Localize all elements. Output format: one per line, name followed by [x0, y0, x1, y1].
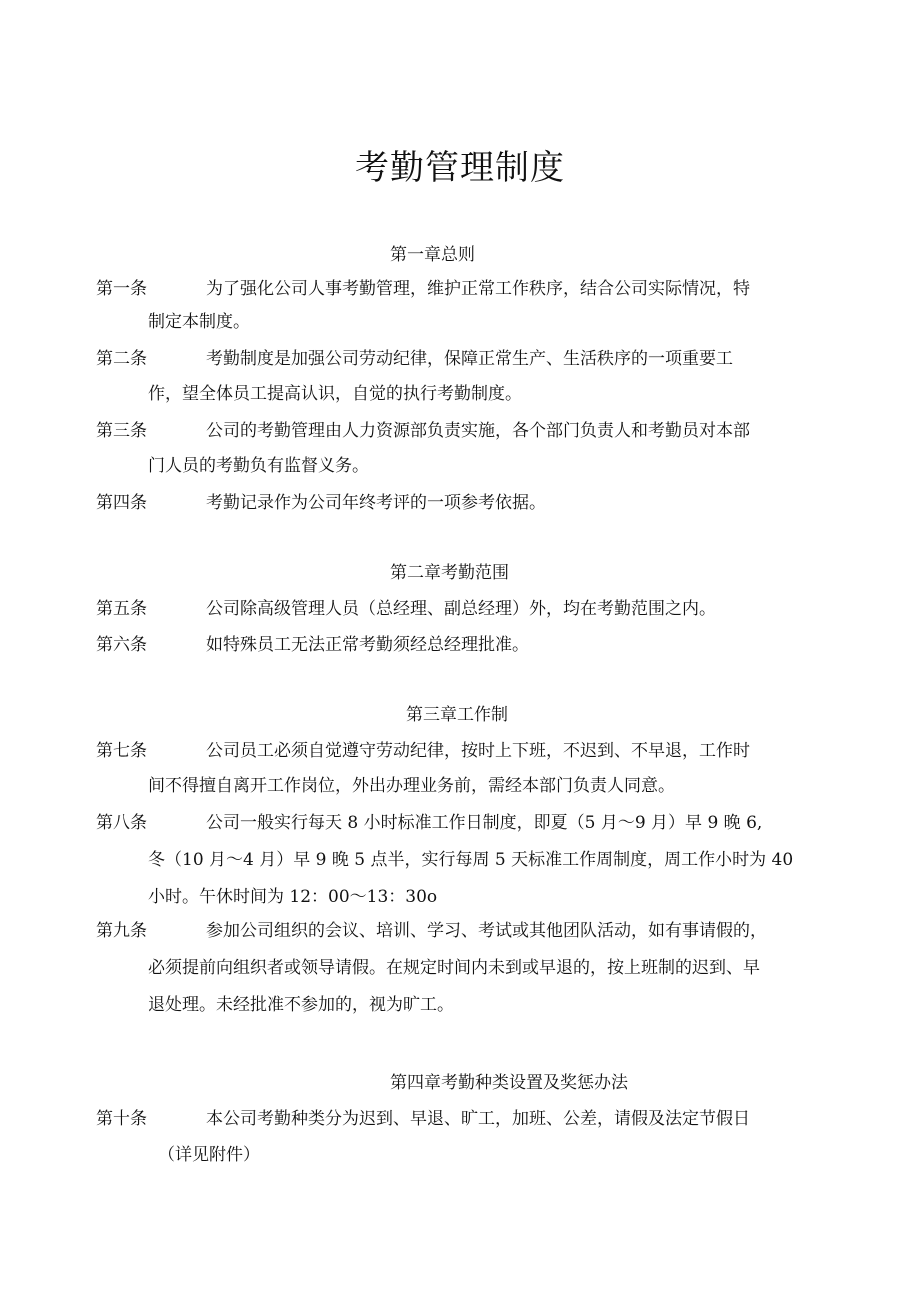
- article-text: 本公司考勤种类分为迟到、早退、旷工，加班、公差，请假及法定节假日: [206, 1109, 750, 1129]
- article-text: 为了强化公司人事考勤管理，维护正常工作秩序，结合公司实际情况，特: [206, 279, 750, 299]
- article-label: 第八条: [96, 813, 147, 833]
- article-text-continued: 必须提前向组织者或领导请假。在规定时间内未到或早退的，按上班制的迟到、早: [148, 958, 760, 978]
- article-label: 第二条: [96, 349, 147, 369]
- article-label: 第一条: [96, 279, 147, 299]
- article-label: 第七条: [96, 741, 147, 761]
- article-text-continued: 退处理。未经批准不参加的，视为旷工。: [148, 995, 454, 1015]
- article-text: 公司的考勤管理由人力资源部负责实施，各个部门负责人和考勤员对本部: [206, 421, 750, 441]
- article-text: 考勤制度是加强公司劳动纪律，保障正常生产、生活秩序的一项重要工: [206, 349, 733, 369]
- article-label: 第九条: [96, 921, 147, 941]
- article-text-continued: 冬（10 月～4 月）早 9 晚 5 点半，实行每周 5 天标准工作周制度，周工作小时为 40: [148, 850, 794, 870]
- article-text: 公司一般实行每天 8 小时标准工作日制度，即夏（5 月～9 月）早 9 晚 6,: [206, 813, 763, 833]
- chapter-heading: 第三章工作制: [406, 705, 508, 725]
- article-text-continued: 作，望全体员工提高认识，自觉的执行考勤制度。: [148, 384, 522, 404]
- article-text-continued: （详见附件）: [158, 1145, 260, 1165]
- article-text: 如特殊员工无法正常考勤须经总经理批准。: [206, 635, 529, 655]
- chapter-heading: 第二章考勤范围: [390, 563, 509, 583]
- article-label: 第六条: [96, 635, 147, 655]
- chapter-heading: 第一章总则: [390, 245, 475, 265]
- article-text: 考勤记录作为公司年终考评的一项参考依据。: [206, 493, 546, 513]
- document-title: 考勤管理制度: [355, 148, 565, 188]
- article-label: 第五条: [96, 599, 147, 619]
- article-text: 参加公司组织的会议、培训、学习、考试或其他团队活动，如有事请假的，: [206, 921, 767, 941]
- article-label: 第十条: [96, 1109, 147, 1129]
- chapter-heading: 第四章考勤种类设置及奖惩办法: [390, 1073, 628, 1093]
- article-label: 第三条: [96, 421, 147, 441]
- article-label: 第四条: [96, 493, 147, 513]
- article-text-continued: 制定本制度。: [148, 312, 250, 332]
- article-text-continued: 门人员的考勤负有监督义务。: [148, 456, 369, 476]
- article-text-continued: 小时。午休时间为 12：00～13：30o: [148, 887, 438, 907]
- article-text: 公司员工必须自觉遵守劳动纪律，按时上下班，不迟到、不早退，工作时: [206, 741, 750, 761]
- article-text-continued: 间不得擅自离开工作岗位，外出办理业务前，需经本部门负责人同意。: [148, 776, 675, 796]
- article-text: 公司除高级管理人员（总经理、副总经理）外，均在考勤范围之内。: [206, 599, 716, 619]
